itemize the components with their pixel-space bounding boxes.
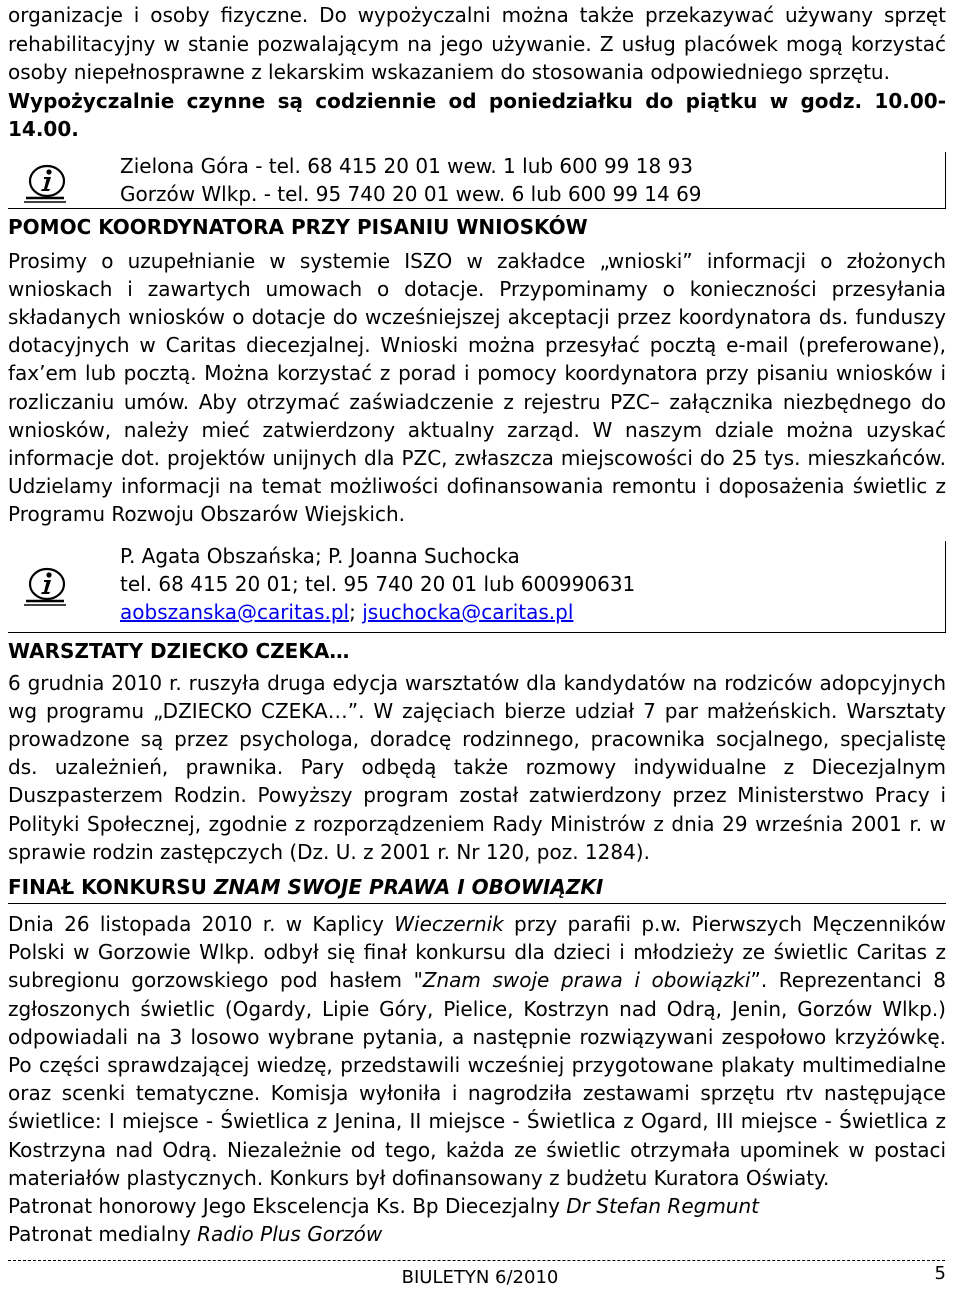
contest-text: [8, 910, 946, 1192]
contest-text-part-a: Dnia 26 listopada 2010 r. w Kaplicy: [8, 911, 395, 936]
workshops-text: 6 grudnia 2010 r. ruszyła druga edycja warsztatów dla kandydatów na rodziców adopcyjnych wg programu „DZIECKO CZEKA…”. W zajęciach bierze udział 7 par małżeńskich. Warsztaty prowadzone są przez psychologa, doradcę rodzinnego, pracownika socjalnego, specjalistę ds. uzależnień, prawnika. Pary odbędą także rozmowy indywidualne z Diecezjalnym Duszpasterzem Rodzin. Powyższy program został zatwierdzony przez Ministerstwo Pracy i Polityki Społecznej, zgodnie z rozporządzeniem Rady Ministrów z dnia 29 września 2001 r. w sprawie rodzin zastępczych (Dz. U. z 2001 r. Nr 120, poz. 1284).: [8, 670, 946, 864]
coordinator-emails: [120, 598, 945, 626]
opening-hours: Wypożyczalnie czynne są codziennie od poniedziałku do piątku w godz. 10.00-14.00.: [8, 88, 946, 141]
honorary-patron-name: Dr Stefan Regmunt: [566, 1193, 759, 1218]
coordinator-help-text: Prosimy o uzupełnianie w systemie ISZO w zakładce „wnioski” informacji o złożonych wnioskach i zawartych umowach o dotacje. Przypominamy o konieczności przesyłania składanych wniosków o dotacje do wcześniejszej akceptacji przez koordynatora ds. funduszy dotacyjnych w Caritas diecezjalnej. Wnioski można przesyłać pocztą e-mail (preferowane), fax’em lub pocztą. Można korzystać z porad i pomocy koordynatora przy pisaniu wniosków i rozliczaniu umów. Aby otrzymać zaświadczenie z rejestru PZC– załącznika niezbędnego do wniosków, należy mieć zatwierdzony aktualny zarząd. W naszym dziale można uzyskać informacje dot. projektów unijnych dla PZC, zwłaszcza miejscowości do 25 tys. mieszkańców. Udzielamy informacji na temat możliwości dofinansowania remontu i doposażenia świetlic z Programu Rozwoju Obszarów Wiejskich.: [8, 248, 946, 527]
info-icon: [20, 565, 70, 607]
email-link-obszanska[interactable]: aobszanska@caritas.pl: [120, 599, 350, 624]
email-link-suchocka[interactable]: jsuchocka@caritas.pl: [362, 599, 574, 624]
media-patronage-label: Patronat medialny: [8, 1222, 198, 1247]
footer-bulletin-title: BIULETYN 6/2010: [401, 1267, 559, 1288]
contest-text-part-b: przy parafii p.w. Pierwszych Męczenników Polski w Gorzowie Wlkp. odbył się finał konkursu dla dzieci i młodzieży ze świetlic Caritas z subregionu gorzowskiego pod hasłem ": [8, 911, 947, 993]
email-separator: ;: [349, 599, 363, 624]
coordinator-names: P. Agata Obszańska; P. Joanna Suchocka: [120, 543, 520, 568]
info-box-contact-phones: [8, 152, 946, 209]
info-box-coordinators: [8, 541, 946, 633]
contest-heading-italic: ZNAM SWOJE PRAWA I OBOWIĄZKI: [213, 874, 604, 899]
contact-gorzow: Gorzów Wlkp. - tel. 95 740 20 01 wew. 6 lub 600 99 14 69: [120, 181, 702, 206]
footer-divider: [8, 1260, 945, 1261]
footer-page-number: 5: [934, 1263, 946, 1284]
contest-heading-plain: FINAŁ KONKURSU: [8, 874, 214, 899]
contest-motto: Znam swoje prawa i obowiązki: [422, 968, 751, 993]
intro-paragraph: organizacje i osoby fizyczne. Do wypożyczalni można także przekazywać używany sprzęt rehabilitacyjny w stanie pozwalającym na jego używanie. Z usług placówek mogą korzystać osoby niepełnosprawne z lekarskim wskazaniem do stosowania odpowiedniego sprzętu.: [8, 3, 946, 84]
contact-zielona-gora: Zielona Góra - tel. 68 415 20 01 wew. 1 lub 600 99 18 93: [120, 153, 694, 178]
intro-section: [8, 1, 946, 144]
honorary-patronage: [8, 1192, 946, 1220]
chapel-name: Wieczernik: [394, 911, 504, 936]
section-heading-workshops: WARSZTATY DZIECKO CZEKA…: [8, 638, 350, 663]
media-patronage: [8, 1220, 946, 1248]
contest-text-part-c: ”. Reprezentanci 8 zgłoszonych świetlic (Ogardy, Lipie Góry, Pielice, Kostrzyn nad Odrą, Jenin, Gorzów Wlkp.) odpowiadali na 3 losowo wybrane pytania, a następnie rozwiązywani zespołowo krzyżówkę. Po części sprawdzającej wiedzę, przedstawili wcześniej przygotowane plakaty multimedialne oraz scenki tematyczne. Komisja wyłoniła i nagrodziła zestawami sprzętu rtv następujące świetlice: I miejsce - Świetlica z Jenina, II miejsce - Świetlica z Ogard, III miejsce - Świetlica z Kostrzyna nad Odrą. Niezależnie od tego, każda ze świetlic otrzymała upominek w postaci materiałów plastycznych. Konkurs był dofinansowany z budżetu Kuratora Oświaty.: [8, 968, 946, 1190]
media-patron-name: Radio Plus Gorzów: [197, 1222, 383, 1247]
info-icon: [20, 162, 70, 204]
section-heading-contest-final: [8, 873, 946, 904]
document-page: [8, 0, 946, 1248]
coordinator-phones: tel. 68 415 20 01; tel. 95 740 20 01 lub 600990631: [120, 571, 636, 596]
section-heading-coordinator-help: POMOC KOORDYNATORA PRZY PISANIU WNIOSKÓW: [8, 214, 588, 239]
honorary-patronage-label: Patronat honorowy Jego Ekscelencja Ks. Bp Diecezjalny: [8, 1193, 567, 1218]
